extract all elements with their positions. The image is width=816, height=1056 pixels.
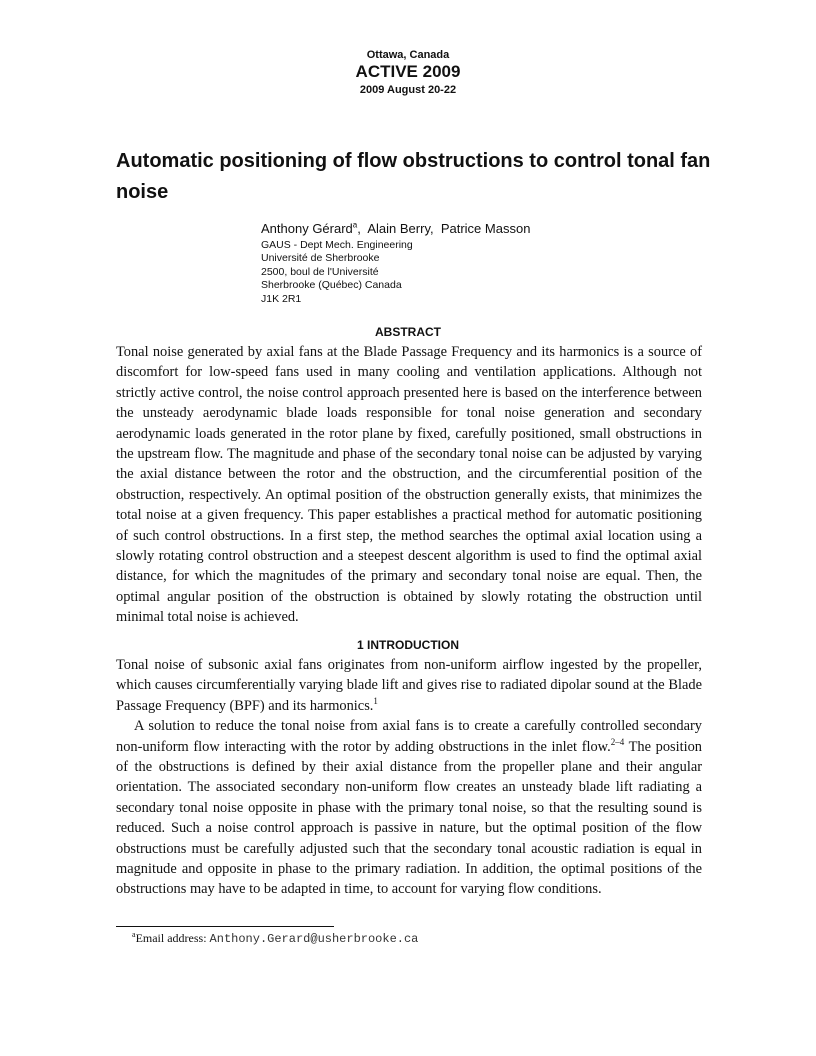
paragraph-text: Tonal noise of subsonic axial fans originates from non-uniform airflow ingested by the propeller, which causes circumferentially varying blade lift and gives rise to radiated dipolar sound at the Blade Passage Frequency (BPF) and its harmonics. (116, 657, 702, 714)
author-list: Anthony Gérard$^a$, Alain Berry, Patrice Masson (261, 220, 531, 236)
conference-name: ACTIVE 2009 (355, 62, 461, 81)
paper-title: Automatic positioning of flow obstructions to control tonal fan noise (116, 150, 711, 203)
author-footnote-mark: a (352, 220, 358, 230)
footnote (116, 930, 418, 947)
citation-ref: 1 (373, 696, 378, 707)
introduction-paragraph (116, 655, 702, 716)
email-link[interactable]: Anthony.Gerard@usherbrooke.ca (209, 932, 419, 946)
author-name: Anthony Gérard (261, 221, 353, 236)
paragraph-text: The position of the obstructions is defined by their axial distance from the propeller plane and their angular orientation. The associated secondary non-uniform flow creates an unsteady blade lift radiating a secondary tonal noise opposite in phase with the primary tonal noise, so that the resulting sound is reduced. Such a noise control approach is passive in nature, but the optimal position of the flow obstructions must be carefully adjusted such that the secondary tonal acoustic radiation is equal in magnitude and opposite in phase to the primary radiation. In addition, the optimal positions of the obstructions may have to be adapted in time, to account for varying flow conditions. (116, 738, 702, 898)
abstract-paragraph: Tonal noise generated by axial fans at the Blade Passage Frequency and its harmonics is a source of discomfort for low-speed fans used in many cooling and ventilation applications. Although not strictly active control, the noise control approach presented here is based on the interference between the unsteady aerodynamic blade loads responsible for tonal noise generation and secondary aerodynamic loads generated in the rotor plane by fixed, carefully positioned, small obstructions in the upstream flow. The magnitude and phase of the secondary tonal noise can be adjusted by varying the axial distance between the rotor and the obstruction, and the circumferential position of the obstruction, respectively. An optimal position of the obstruction generally exists, that minimizes the total noise at a given frequency. This paper establishes a practical method for automatic positioning of such control obstructions. In a first step, the method searches the optimal axial location using a slowly rotating control obstruction and a steepest descent algorithm is used to find the optimal axial distance, for which the magnitudes of the primary and secondary tonal noise are equal. Then, the optimal angular position of the obstruction is obtained by slowly rotating the obstruction until minimal total noise is achieved. (116, 344, 702, 626)
affiliation-block (261, 239, 413, 306)
author-name: Patrice Masson (440, 221, 531, 236)
conference-date: 2009 August 20-22 (359, 84, 457, 96)
paragraph-text: A solution to reduce the tonal noise from axial fans is to create a carefully controlled secondary non-uniform flow interacting with the rotor by adding obstructions in the inlet flow. (116, 718, 702, 755)
footnote-mark: a (132, 930, 136, 939)
conference-city: Ottawa, Canada (366, 49, 450, 61)
abstract-body (116, 342, 702, 628)
affiliation-line: J1K 2R1 (261, 292, 302, 305)
author-name: Alain Berry (367, 221, 430, 236)
introduction-paragraph (116, 716, 702, 900)
affiliation-line: Sherbrooke (Québec) Canada (261, 279, 402, 292)
introduction-body (116, 655, 702, 900)
conference-header (0, 48, 816, 98)
footnote-divider (116, 926, 334, 927)
affiliation-line: 2500, boul de l'Université (261, 265, 379, 278)
introduction-heading: 1 INTRODUCTION (357, 638, 459, 652)
abstract-heading: ABSTRACT (375, 325, 441, 339)
affiliation-line: Université de Sherbrooke (261, 252, 380, 265)
affiliation-line: GAUS - Dept Mech. Engineering (261, 239, 413, 251)
footnote-label: Email address: (135, 931, 210, 945)
citation-ref: 2–4 (610, 736, 625, 747)
